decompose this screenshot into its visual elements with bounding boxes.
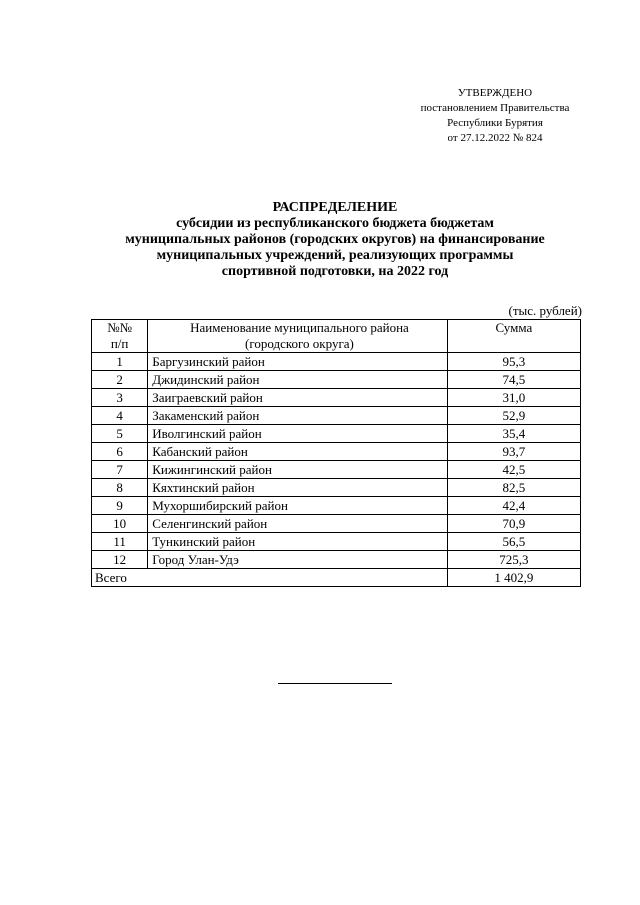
row-number: 9 bbox=[92, 497, 148, 515]
row-sum: 56,5 bbox=[447, 533, 580, 551]
title-line-1: РАСПРЕДЕЛЕНИЕ bbox=[272, 200, 398, 215]
row-sum: 725,3 bbox=[447, 551, 580, 569]
header-name-line-2: (городского округа) bbox=[245, 336, 354, 351]
table-row bbox=[92, 425, 581, 443]
total-label: Всего bbox=[92, 569, 448, 587]
title-line-3: муниципальных районов (городских округов) на финансирование bbox=[125, 232, 545, 247]
table-row bbox=[92, 551, 581, 569]
row-sum: 93,7 bbox=[447, 443, 580, 461]
row-sum: 42,4 bbox=[447, 497, 580, 515]
table-row bbox=[92, 371, 581, 389]
row-number: 4 bbox=[92, 407, 148, 425]
row-sum: 52,9 bbox=[447, 407, 580, 425]
row-sum: 70,9 bbox=[447, 515, 580, 533]
table-row bbox=[92, 515, 581, 533]
table-row bbox=[92, 461, 581, 479]
approval-date-number: от 27.12.2022 № 824 bbox=[447, 132, 543, 144]
row-sum: 31,0 bbox=[447, 389, 580, 407]
title-line-2: субсидии из республиканского бюджета бюджетам bbox=[176, 216, 494, 231]
header-number-line-1: №№ bbox=[107, 320, 133, 335]
approval-republic: Республики Бурятия bbox=[447, 117, 543, 129]
row-name: Мухоршибирский район bbox=[148, 497, 447, 515]
row-sum: 42,5 bbox=[447, 461, 580, 479]
row-number: 5 bbox=[92, 425, 148, 443]
title-line-5: спортивной подготовки, на 2022 год bbox=[221, 264, 449, 279]
table-row bbox=[92, 479, 581, 497]
row-number: 12 bbox=[92, 551, 148, 569]
table-header-row bbox=[92, 320, 581, 353]
header-number-line-2: п/п bbox=[110, 336, 129, 351]
row-name: Кижингинский район bbox=[148, 461, 447, 479]
row-name: Селенгинский район bbox=[148, 515, 447, 533]
row-sum: 35,4 bbox=[447, 425, 580, 443]
row-number: 1 bbox=[92, 353, 148, 371]
row-name: Кабанский район bbox=[148, 443, 447, 461]
row-number: 8 bbox=[92, 479, 148, 497]
document-title bbox=[60, 200, 610, 280]
table-row bbox=[92, 443, 581, 461]
row-name: Кяхтинский район bbox=[148, 479, 447, 497]
total-row bbox=[92, 569, 581, 587]
approval-heading: УТВЕРЖДЕНО bbox=[457, 87, 533, 99]
table-row bbox=[92, 497, 581, 515]
row-number: 10 bbox=[92, 515, 148, 533]
header-number bbox=[92, 320, 148, 353]
total-sum: 1 402,9 bbox=[447, 569, 580, 587]
header-sum: Сумма bbox=[447, 320, 580, 353]
distribution-table bbox=[91, 319, 581, 587]
approval-issuer: постановлением Правительства bbox=[420, 102, 570, 114]
row-name: Баргузинский район bbox=[148, 353, 447, 371]
header-name-line-1: Наименование муниципального района bbox=[190, 320, 409, 335]
table-row bbox=[92, 533, 581, 551]
row-number: 6 bbox=[92, 443, 148, 461]
row-sum: 74,5 bbox=[447, 371, 580, 389]
table-row bbox=[92, 389, 581, 407]
header-name bbox=[148, 320, 447, 353]
row-number: 11 bbox=[92, 533, 148, 551]
row-name: Иволгинский район bbox=[148, 425, 447, 443]
title-line-4: муниципальных учреждений, реализующих программы bbox=[156, 248, 514, 263]
row-sum: 82,5 bbox=[447, 479, 580, 497]
row-name: Джидинский район bbox=[148, 371, 447, 389]
row-name: Закаменский район bbox=[148, 407, 447, 425]
table-row bbox=[92, 353, 581, 371]
approval-stamp bbox=[380, 86, 610, 146]
row-number: 2 bbox=[92, 371, 148, 389]
table-row bbox=[92, 407, 581, 425]
row-number: 7 bbox=[92, 461, 148, 479]
row-sum: 95,3 bbox=[447, 353, 580, 371]
closing-separator-line bbox=[278, 683, 392, 684]
row-name: Город Улан-Удэ bbox=[148, 551, 447, 569]
row-name: Тункинский район bbox=[148, 533, 447, 551]
table-body bbox=[92, 353, 581, 587]
row-number: 3 bbox=[92, 389, 148, 407]
units-label: (тыс. рублей) bbox=[508, 303, 582, 318]
row-name: Заиграевский район bbox=[148, 389, 447, 407]
